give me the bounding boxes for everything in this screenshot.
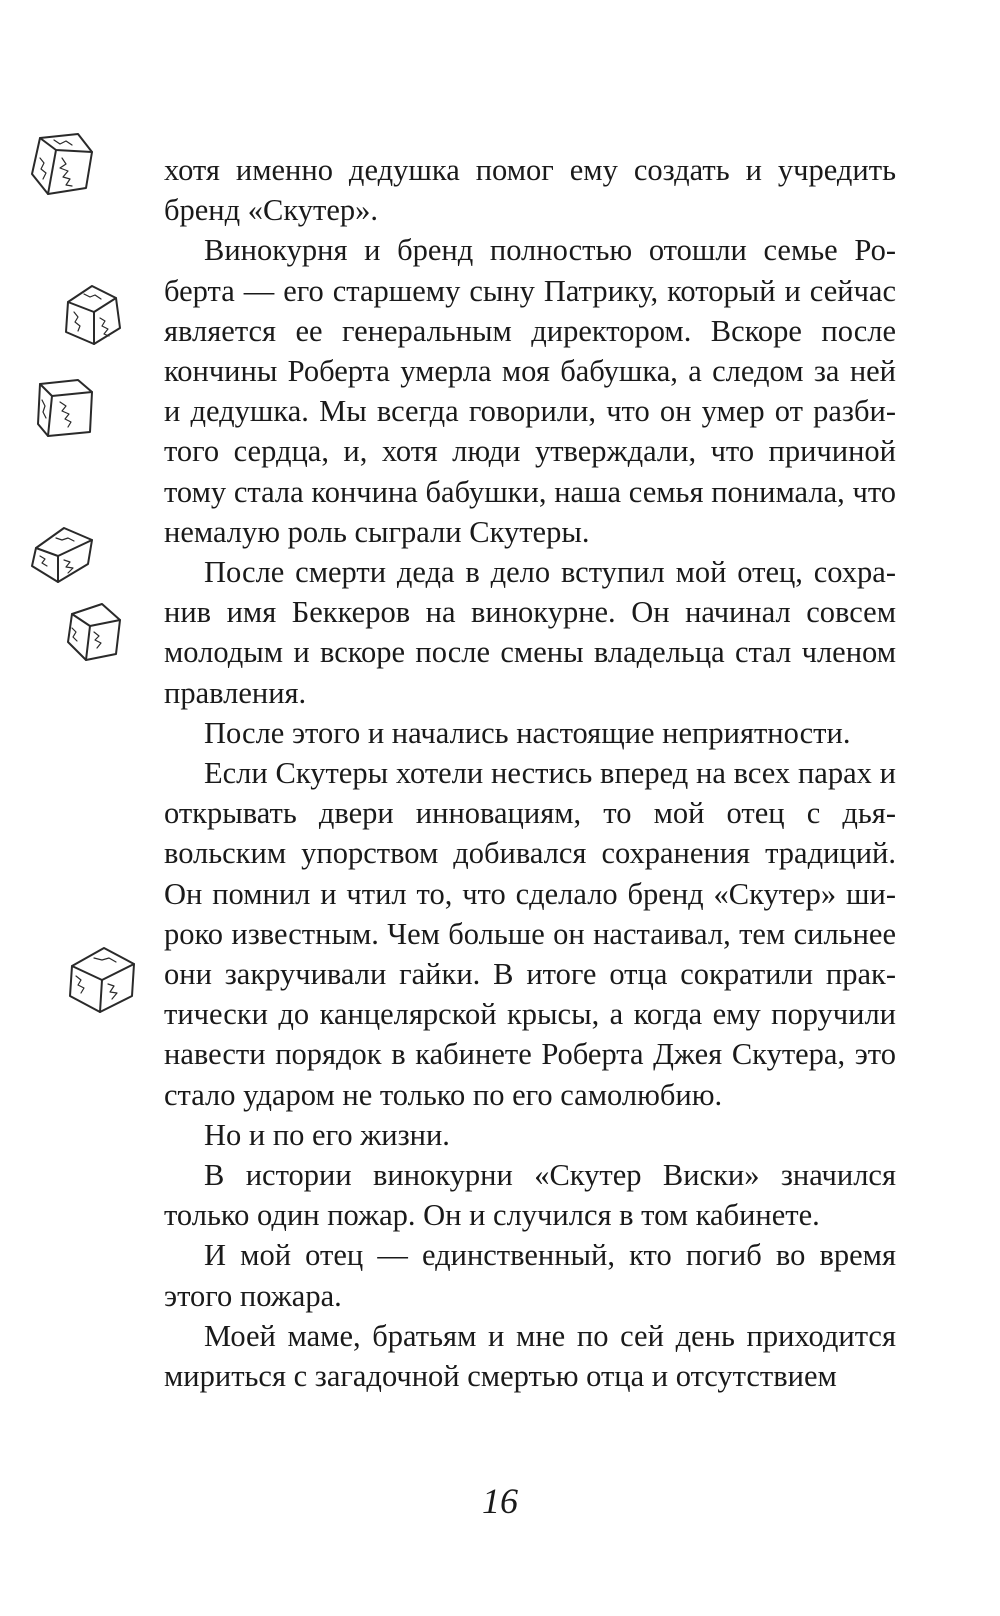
paragraph: В истории винокурни «Скутер Виски» значился только один пожар. Он и случился в том кабинете. [164, 1158, 896, 1233]
paragraph: Но и по его жизни. [204, 1117, 450, 1152]
ice-cube-icon [26, 128, 98, 200]
ice-cube-icon [66, 944, 140, 1016]
paragraph: После этого и начались настоящие неприятности. [204, 715, 851, 750]
body-text [164, 150, 896, 1396]
ice-cube-drawing [34, 376, 98, 442]
page-number: 16 [482, 1481, 518, 1521]
ice-cube-icon [28, 522, 98, 586]
ice-cube-icon [58, 280, 124, 350]
ice-cube-drawing [62, 600, 124, 664]
paragraph: После смерти деда в дело вступил мой отец, сохранив имя Беккеров на винокурне. Он начинал совсем молодым и вскоре после смены владельца стал членом правления. [164, 555, 896, 710]
paragraph: Винокурня и бренд полностью отошли семье Роберта — его старшему сыну Патрику, который и сейчас является ее генеральным директором. Вскоре после кончины Роберта умерла моя бабушка, а следом за ней и дедушка. Мы всегда говорили, что он умер от разбитого сердца, и, хотя люди утверждали, что причиной тому стала кончина бабушки, наша семья понимала, что немалую роль сыграли Скутеры. [164, 233, 896, 549]
paragraph: хотя именно дедушка помог ему создать и учредить бренд «Скутер». [164, 153, 896, 228]
ice-cube-icon [34, 376, 98, 442]
paragraph: И мой отец — единственный, кто погиб во время этого пожара. [164, 1238, 896, 1313]
ice-cube-drawing [66, 944, 140, 1016]
ice-cube-icon [62, 600, 124, 664]
paragraph: Если Скутеры хотели нестись вперед на всех парах и открывать двери инновациям, то мой отец с дьявольским упорством добивался сохранения традиций. Он помнил и чтил то, что сделало бренд «Скутер» широко известным. Чем больше он настаивал, тем сильнее они закручивали гайки. В итоге отца сократили практически до канцелярской крысы, а когда ему поручили навести порядок в кабинете Роберта Джея Скутера, это стало ударом не только по его самолюбию. [164, 756, 896, 1112]
ice-cube-drawing [28, 522, 98, 586]
ice-cube-drawing [26, 128, 98, 200]
paragraph: Моей маме, братьям и мне по сей день приходится мириться с загадочной смертью отца и отсутствием [164, 1318, 896, 1394]
ice-cube-drawing [58, 280, 124, 350]
